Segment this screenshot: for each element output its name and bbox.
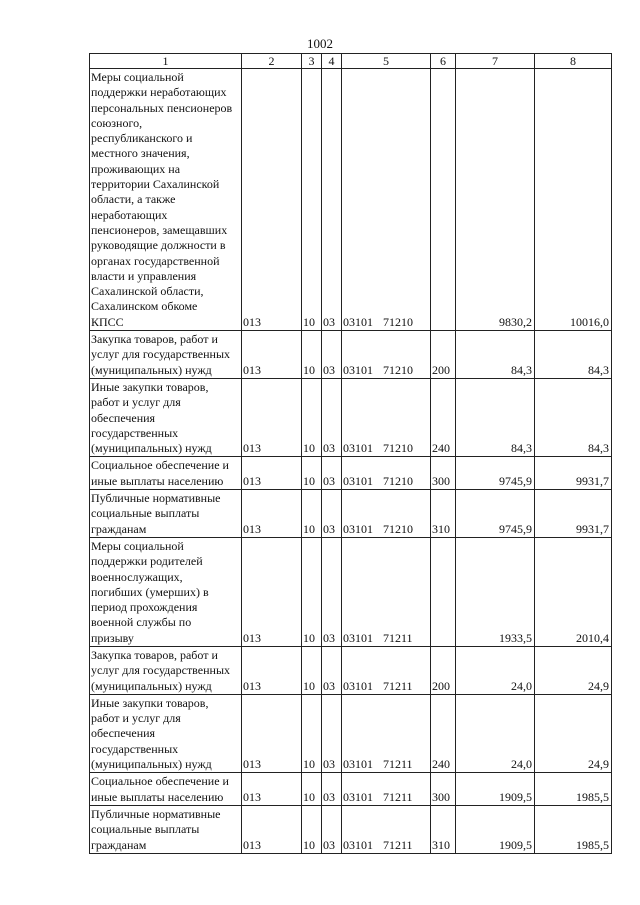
amount-year-1: 24,0 [456,646,535,694]
expense-type-code: 240 [431,694,456,772]
table-row [90,457,612,490]
row-name: Закупка товаров, работ и услуг для государственных (муниципальных) нужд [90,646,242,694]
target-article-code [342,490,431,538]
target-article-code [342,805,431,853]
target-article-direction: 71210 [383,441,413,456]
target-article-direction: 71211 [383,678,413,693]
row-name: Публичные нормативные социальные выплаты гражданам [90,490,242,538]
target-article-direction: 71211 [383,630,413,645]
expense-type-code: 310 [431,805,456,853]
amount-year-1: 1909,5 [456,805,535,853]
row-name: Иные закупки товаров, работ и услуг для обеспечения государственных (муниципальных) нужд [90,378,242,456]
table-row [90,694,612,772]
subsection-code: 03 [322,378,342,456]
column-header: 7 [456,54,535,69]
section-code: 10 [302,457,322,490]
target-article-direction: 71210 [383,362,413,377]
column-header: 8 [535,54,612,69]
section-code: 10 [302,378,322,456]
table-row [90,537,612,646]
target-article-direction: 71211 [383,757,413,772]
amount-year-2: 84,3 [535,331,612,379]
expense-type-code: 200 [431,646,456,694]
expense-type-code: 200 [431,331,456,379]
subsection-code: 03 [322,69,342,331]
ministry-code: 013 [242,694,302,772]
target-article-code [342,773,431,806]
table-row [90,646,612,694]
target-article-program: 03101 [343,521,373,536]
ministry-code: 013 [242,69,302,331]
target-article-program: 03101 [343,678,373,693]
table-row [90,69,612,331]
row-name: Публичные нормативные социальные выплаты гражданам [90,805,242,853]
amount-year-1: 1933,5 [456,537,535,646]
column-header: 4 [322,54,342,69]
ministry-code: 013 [242,457,302,490]
table-row [90,805,612,853]
row-name: Меры социальной поддержки неработающих персональных пенсионеров союзного, республиканского и местного значения, проживающих на территории Сахалинской области, а также неработающих пенсионеров, замещавших руководящие должности в органах государственной власти и управления Сахалинской области, Сахалинском обкоме КПСС [90,69,242,331]
target-article-direction: 71211 [383,837,413,852]
target-article-direction: 71210 [383,474,413,489]
target-article-program: 03101 [343,757,373,772]
row-name: Иные закупки товаров, работ и услуг для обеспечения государственных (муниципальных) нужд [90,694,242,772]
budget-table [89,53,612,854]
ministry-code: 013 [242,331,302,379]
expense-type-code [431,69,456,331]
subsection-code: 03 [322,457,342,490]
subsection-code: 03 [322,537,342,646]
table-row [90,331,612,379]
table-row [90,490,612,538]
section-code: 10 [302,805,322,853]
subsection-code: 03 [322,490,342,538]
amount-year-1: 9830,2 [456,69,535,331]
section-code: 10 [302,537,322,646]
column-header: 6 [431,54,456,69]
header-row [90,54,612,69]
amount-year-2: 1985,5 [535,805,612,853]
subsection-code: 03 [322,331,342,379]
target-article-program: 03101 [343,315,373,330]
target-article-direction: 71211 [383,789,413,804]
amount-year-1: 24,0 [456,694,535,772]
expense-type-code: 300 [431,773,456,806]
row-name: Меры социальной поддержки родителей военнослужащих, погибших (умерших) в период прохождения военной службы по призыву [90,537,242,646]
amount-year-2: 9931,7 [535,457,612,490]
expense-type-code: 300 [431,457,456,490]
ministry-code: 013 [242,805,302,853]
subsection-code: 03 [322,646,342,694]
row-name: Социальное обеспечение и иные выплаты населению [90,457,242,490]
amount-year-2: 24,9 [535,694,612,772]
subsection-code: 03 [322,805,342,853]
target-article-code [342,457,431,490]
ministry-code: 013 [242,378,302,456]
target-article-code [342,646,431,694]
table-row [90,773,612,806]
expense-type-code: 240 [431,378,456,456]
expense-type-code [431,537,456,646]
subsection-code: 03 [322,694,342,772]
amount-year-1: 9745,9 [456,457,535,490]
target-article-program: 03101 [343,474,373,489]
amount-year-2: 2010,4 [535,537,612,646]
target-article-program: 03101 [343,441,373,456]
amount-year-1: 9745,9 [456,490,535,538]
table-row [90,378,612,456]
subsection-code: 03 [322,773,342,806]
amount-year-1: 84,3 [456,378,535,456]
amount-year-1: 1909,5 [456,773,535,806]
section-code: 10 [302,490,322,538]
target-article-direction: 71210 [383,315,413,330]
amount-year-2: 1985,5 [535,773,612,806]
table-body [90,54,612,854]
amount-year-2: 9931,7 [535,490,612,538]
amount-year-1: 84,3 [456,331,535,379]
ministry-code: 013 [242,646,302,694]
row-name: Социальное обеспечение и иные выплаты населению [90,773,242,806]
target-article-program: 03101 [343,362,373,377]
expense-type-code: 310 [431,490,456,538]
amount-year-2: 10016,0 [535,69,612,331]
row-name: Закупка товаров, работ и услуг для государственных (муниципальных) нужд [90,331,242,379]
section-code: 10 [302,773,322,806]
column-header: 5 [342,54,431,69]
target-article-code [342,69,431,331]
section-code: 10 [302,69,322,331]
section-code: 10 [302,646,322,694]
ministry-code: 013 [242,490,302,538]
column-header: 2 [242,54,302,69]
page-number: 1002 [307,36,333,51]
target-article-program: 03101 [343,837,373,852]
target-article-code [342,694,431,772]
column-header: 3 [302,54,322,69]
amount-year-2: 24,9 [535,646,612,694]
target-article-code [342,331,431,379]
target-article-code [342,378,431,456]
target-article-program: 03101 [343,630,373,645]
ministry-code: 013 [242,537,302,646]
target-article-direction: 71210 [383,521,413,536]
section-code: 10 [302,331,322,379]
ministry-code: 013 [242,773,302,806]
amount-year-2: 84,3 [535,378,612,456]
section-code: 10 [302,694,322,772]
target-article-program: 03101 [343,789,373,804]
column-header: 1 [90,54,242,69]
target-article-code [342,537,431,646]
